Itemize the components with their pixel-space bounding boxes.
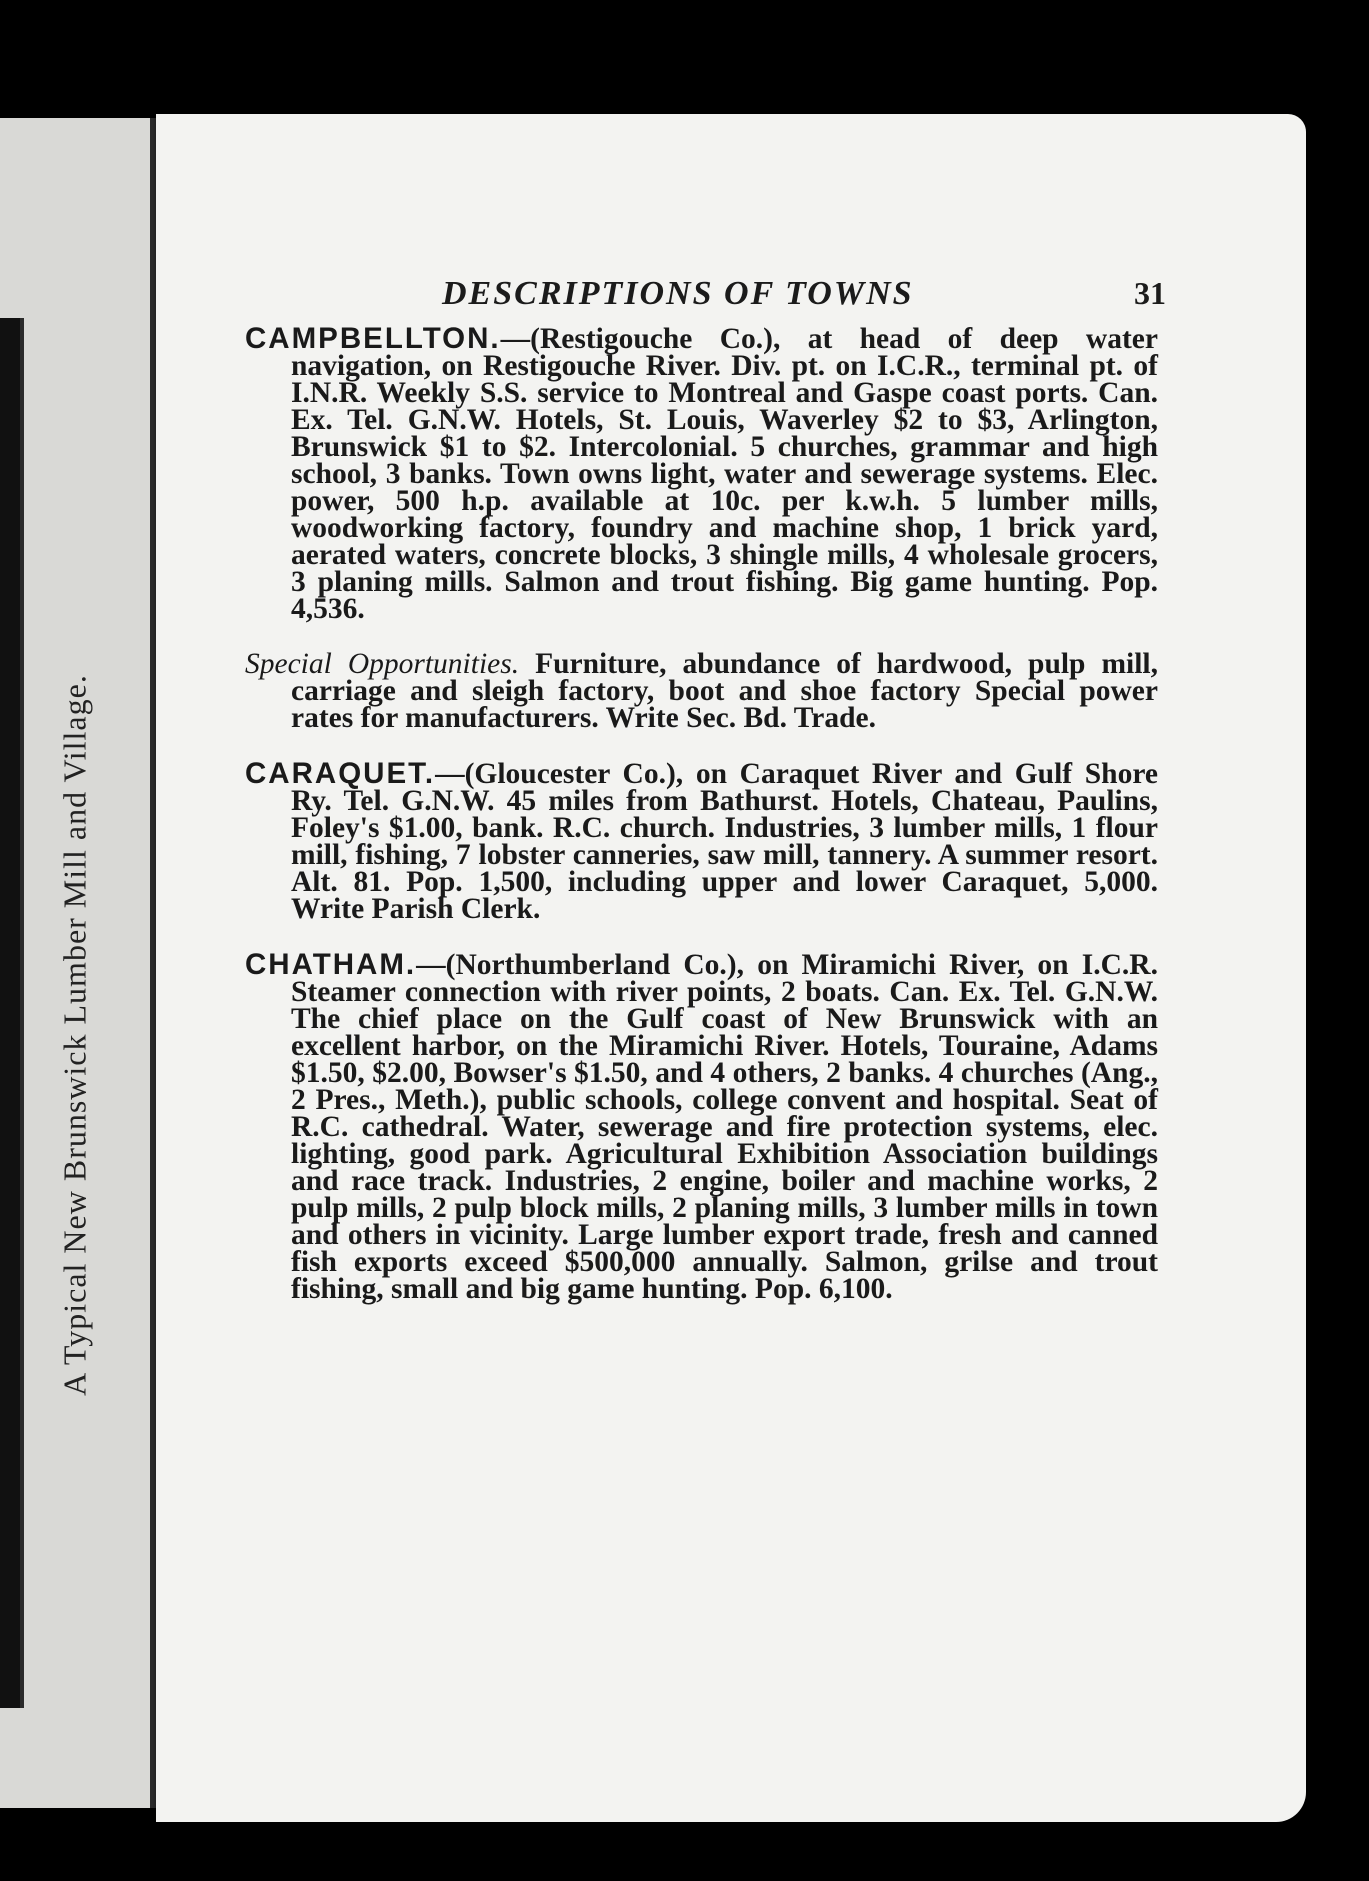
town-name: CHATHAM. <box>245 948 417 981</box>
entry-special-opportunities <box>245 648 1158 734</box>
page-number: 31 <box>1134 275 1166 311</box>
entry-chatham <box>245 948 1158 1305</box>
spine-caption: A Typical New Brunswick Lumber Mill and Village. <box>56 674 93 1396</box>
facing-page-inner-edge <box>20 318 24 1708</box>
running-head <box>286 275 1166 315</box>
section-label: Special Opportunities. <box>245 648 520 680</box>
entry-text: Furniture, abundance of hardwood, pulp mill, carriage and sleigh factory, boot and shoe factory Special power rates for manufacturers. Write Sec. Bd. Trade. <box>291 648 1158 734</box>
entry-text: —(Restigouche Co.), at head of deep water navigation, on Restigouche River. Div. pt. on I.C.R., terminal pt. of I.N.R. Weekly S.S. service to Montreal and Gaspe coast ports. Can. Ex. Tel. G.N.W. Hotels, St. Louis, Waverley $2 to $3, Arlington, Brunswick $1 to $2. Intercolonial. 5 churches, grammar and high school, 3 banks. Town owns light, water and sewerage systems. Elec. power, 500 h.p. available at 10c. per k.w.h. 5 lumber mills, woodworking factory, foundry and machine shop, 1 brick yard, aerated waters, concrete blocks, 3 shingle mills, 4 wholesale grocers, 3 planing mills. Salmon and trout fishing. Big game hunting. Pop. 4,536. <box>291 323 1158 625</box>
town-name: CARAQUET. <box>245 757 436 790</box>
running-title: DESCRIPTIONS OF TOWNS <box>442 275 914 312</box>
facing-page-edge <box>0 318 20 1708</box>
entry-caraquet <box>245 757 1158 925</box>
page-content <box>245 322 1158 1305</box>
entry-text: —(Northumberland Co.), on Miramichi River, on I.C.R. Steamer connection with river points, 2 boats. Can. Ex. Tel. G.N.W. The chief place on the Gulf coast of New Brunswick with an excellent harbor, on the Miramichi River. Hotels, Touraine, Adams $1.50, $2.00, Bowser's $1.50, and 4 others, 2 banks. 4 churches (Ang., 2 Pres., Meth.), public schools, college convent and hospital. Seat of R.C. cathedral. Water, sewerage and fire protection systems, elec. lighting, good park. Agricultural Exhibition Association buildings and race track. Industries, 2 engine, boiler and machine works, 2 pulp mills, 2 pulp block mills, 2 planing mills, 3 lumber mills in town and others in vicinity. Large lumber export trade, fresh and canned fish exports exceed $500,000 annually. Salmon, grilse and trout fishing, small and big game hunting. Pop. 6,100. <box>291 949 1158 1305</box>
town-name: CAMPBELLTON. <box>245 322 501 355</box>
entry-text: —(Gloucester Co.), on Caraquet River and Gulf Shore Ry. Tel. G.N.W. 45 miles from Bathurst. Hotels, Chateau, Paulins, Foley's $1.00, bank. R.C. church. Industries, 3 lumber mills, 1 flour mill, fishing, 7 lobster canneries, saw mill, tannery. A summer resort. Alt. 81. Pop. 1,500, including upper and lower Caraquet, 5,000. Write Parish Clerk. <box>291 758 1158 925</box>
entry-campbellton <box>245 322 1158 625</box>
